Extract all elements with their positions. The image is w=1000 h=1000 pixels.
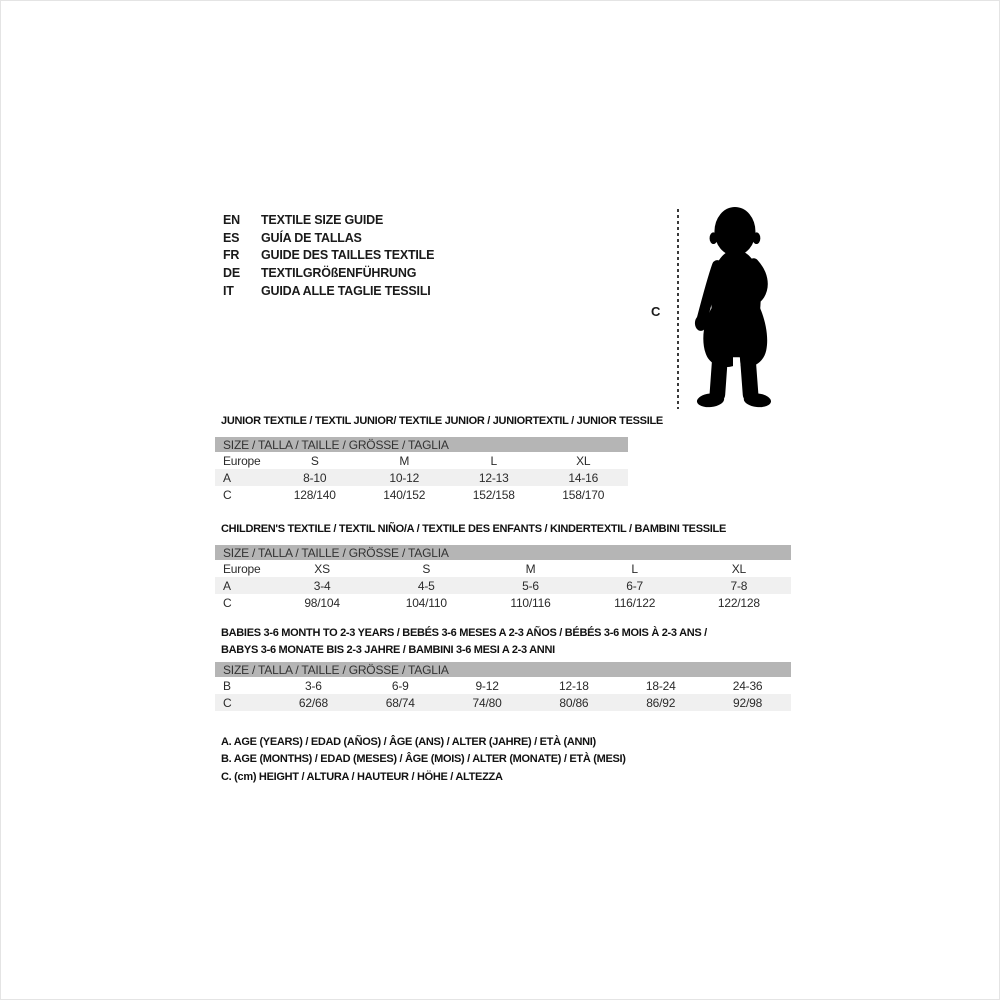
language-code: FR (223, 248, 240, 263)
cell: 6-7 (583, 577, 687, 594)
cell: 12-18 (559, 678, 589, 693)
row-label: C (215, 694, 270, 711)
cell: 9-12 (475, 678, 499, 693)
children-size-table (215, 545, 791, 611)
cell: 116/122 (614, 595, 656, 610)
cell: 110/116 (510, 595, 551, 610)
language-label: GUIDE DES TAILLES TEXTILE (261, 248, 435, 263)
legend (221, 734, 626, 786)
toddler-silhouette-icon (689, 205, 777, 410)
cell: 14-16 (539, 469, 629, 486)
language-guide-list (223, 211, 434, 299)
table-row (215, 677, 791, 694)
table-row (215, 594, 791, 611)
cell: 86/92 (617, 694, 704, 711)
row-label: A (215, 469, 270, 486)
cell: 158/170 (562, 487, 605, 502)
row-label: A (215, 577, 270, 594)
cell: 8-10 (270, 469, 360, 486)
babies-title-line1: BABIES 3-6 MONTH TO 2-3 YEARS / BEBÉS 3-6 MESES A 2-3 AÑOS / BÉBÉS 3-6 MOIS À 2-3 ANS / (221, 627, 707, 639)
row-label: C (223, 595, 232, 610)
language-row-it (223, 282, 434, 300)
size-header-bar (215, 662, 791, 677)
cell: 24-36 (732, 678, 763, 693)
language-row-fr (223, 246, 434, 264)
table-row (215, 486, 628, 503)
row-label: Europe (223, 453, 261, 468)
cell: 128/140 (293, 487, 336, 502)
cell: 12-13 (449, 469, 539, 486)
language-label: TEXTILE SIZE GUIDE (261, 212, 384, 227)
size-header-label: SIZE / TALLA / TAILLE / GRÖSSE / TAGLIA (215, 437, 628, 452)
legend-line-a: A. AGE (YEARS) / EDAD (AÑOS) / ÂGE (ANS) / ALTER (JAHRE) / ETÀ (ANNI) (221, 736, 596, 748)
size-header-label: SIZE / TALLA / TAILLE / GRÖSSE / TAGLIA (215, 662, 791, 677)
babies-title-line2: BABYS 3-6 MONATE BIS 2-3 JAHRE / BAMBINI 3-6 MESI A 2-3 ANNI (221, 644, 555, 656)
cell: M (525, 561, 536, 576)
cell: 104/110 (405, 595, 447, 610)
cell: 7-8 (687, 577, 791, 594)
size-header-bar (215, 545, 791, 560)
cell: XL (576, 453, 591, 468)
cell: 98/104 (304, 595, 340, 610)
cell: 80/86 (530, 694, 617, 711)
cell: 92/98 (704, 694, 791, 711)
junior-section-title: JUNIOR TEXTILE / TEXTIL JUNIOR/ TEXTILE JUNIOR / JUNIORTEXTIL / JUNIOR TESSILE (221, 415, 663, 427)
cell: 5-6 (478, 577, 582, 594)
cell: XL (731, 561, 747, 576)
children-section-title: CHILDREN'S TEXTILE / TEXTIL NIÑO/A / TEXTILE DES ENFANTS / KINDERTEXTIL / BAMBINI TESSILE (221, 523, 726, 535)
cell: S (310, 453, 319, 468)
row-label: B (223, 678, 231, 693)
cell: 152/158 (472, 487, 515, 502)
babies-size-table (215, 662, 791, 711)
cell: 4-5 (374, 577, 478, 594)
language-row-de (223, 264, 434, 282)
cell: L (490, 453, 497, 468)
cell: 3-6 (305, 678, 322, 693)
cell: 6-9 (391, 678, 409, 693)
cell: XS (314, 561, 330, 576)
table-row (215, 452, 628, 469)
legend-line-b: B. AGE (MONTHS) / EDAD (MESES) / ÂGE (MOIS) / ALTER (MONATE) / ETÀ (MESI) (221, 753, 626, 766)
cell: 62/68 (270, 694, 357, 711)
cell: 74/80 (444, 694, 531, 711)
row-label: C (223, 487, 232, 502)
language-label: GUÍA DE TALLAS (261, 230, 362, 245)
height-measure-dashed-line (677, 209, 679, 409)
language-row-en (223, 211, 434, 229)
cell: 122/128 (717, 595, 760, 610)
table-row (215, 560, 791, 577)
language-code: DE (223, 265, 240, 280)
cell: 18-24 (645, 678, 676, 693)
size-header-label: SIZE / TALLA / TAILLE / GRÖSSE / TAGLIA (215, 545, 791, 560)
height-measure-label: C (651, 304, 661, 319)
cell: S (422, 561, 431, 576)
language-label: GUIDA ALLE TAGLIE TESSILI (261, 283, 431, 298)
cell: L (631, 561, 638, 576)
cell: 68/74 (357, 694, 444, 711)
junior-size-table (215, 437, 628, 503)
cell: M (399, 453, 410, 468)
language-code: EN (223, 212, 240, 227)
language-row-es (223, 229, 434, 247)
babies-section-title (221, 625, 707, 659)
cell: 3-4 (270, 577, 374, 594)
language-code: IT (223, 283, 234, 298)
cell: 10-12 (360, 469, 450, 486)
language-code: ES (223, 230, 240, 245)
table-row (215, 577, 791, 594)
row-label: Europe (223, 561, 261, 576)
cell: 140/152 (383, 487, 426, 502)
size-header-bar (215, 437, 628, 452)
table-row (215, 694, 791, 711)
legend-line-c: C. (cm) HEIGHT / ALTURA / HAUTEUR / HÖHE / ALTEZZA (221, 770, 503, 783)
language-label: TEXTILGRÖßENFÜHRUNG (261, 265, 417, 280)
table-row (215, 469, 628, 486)
